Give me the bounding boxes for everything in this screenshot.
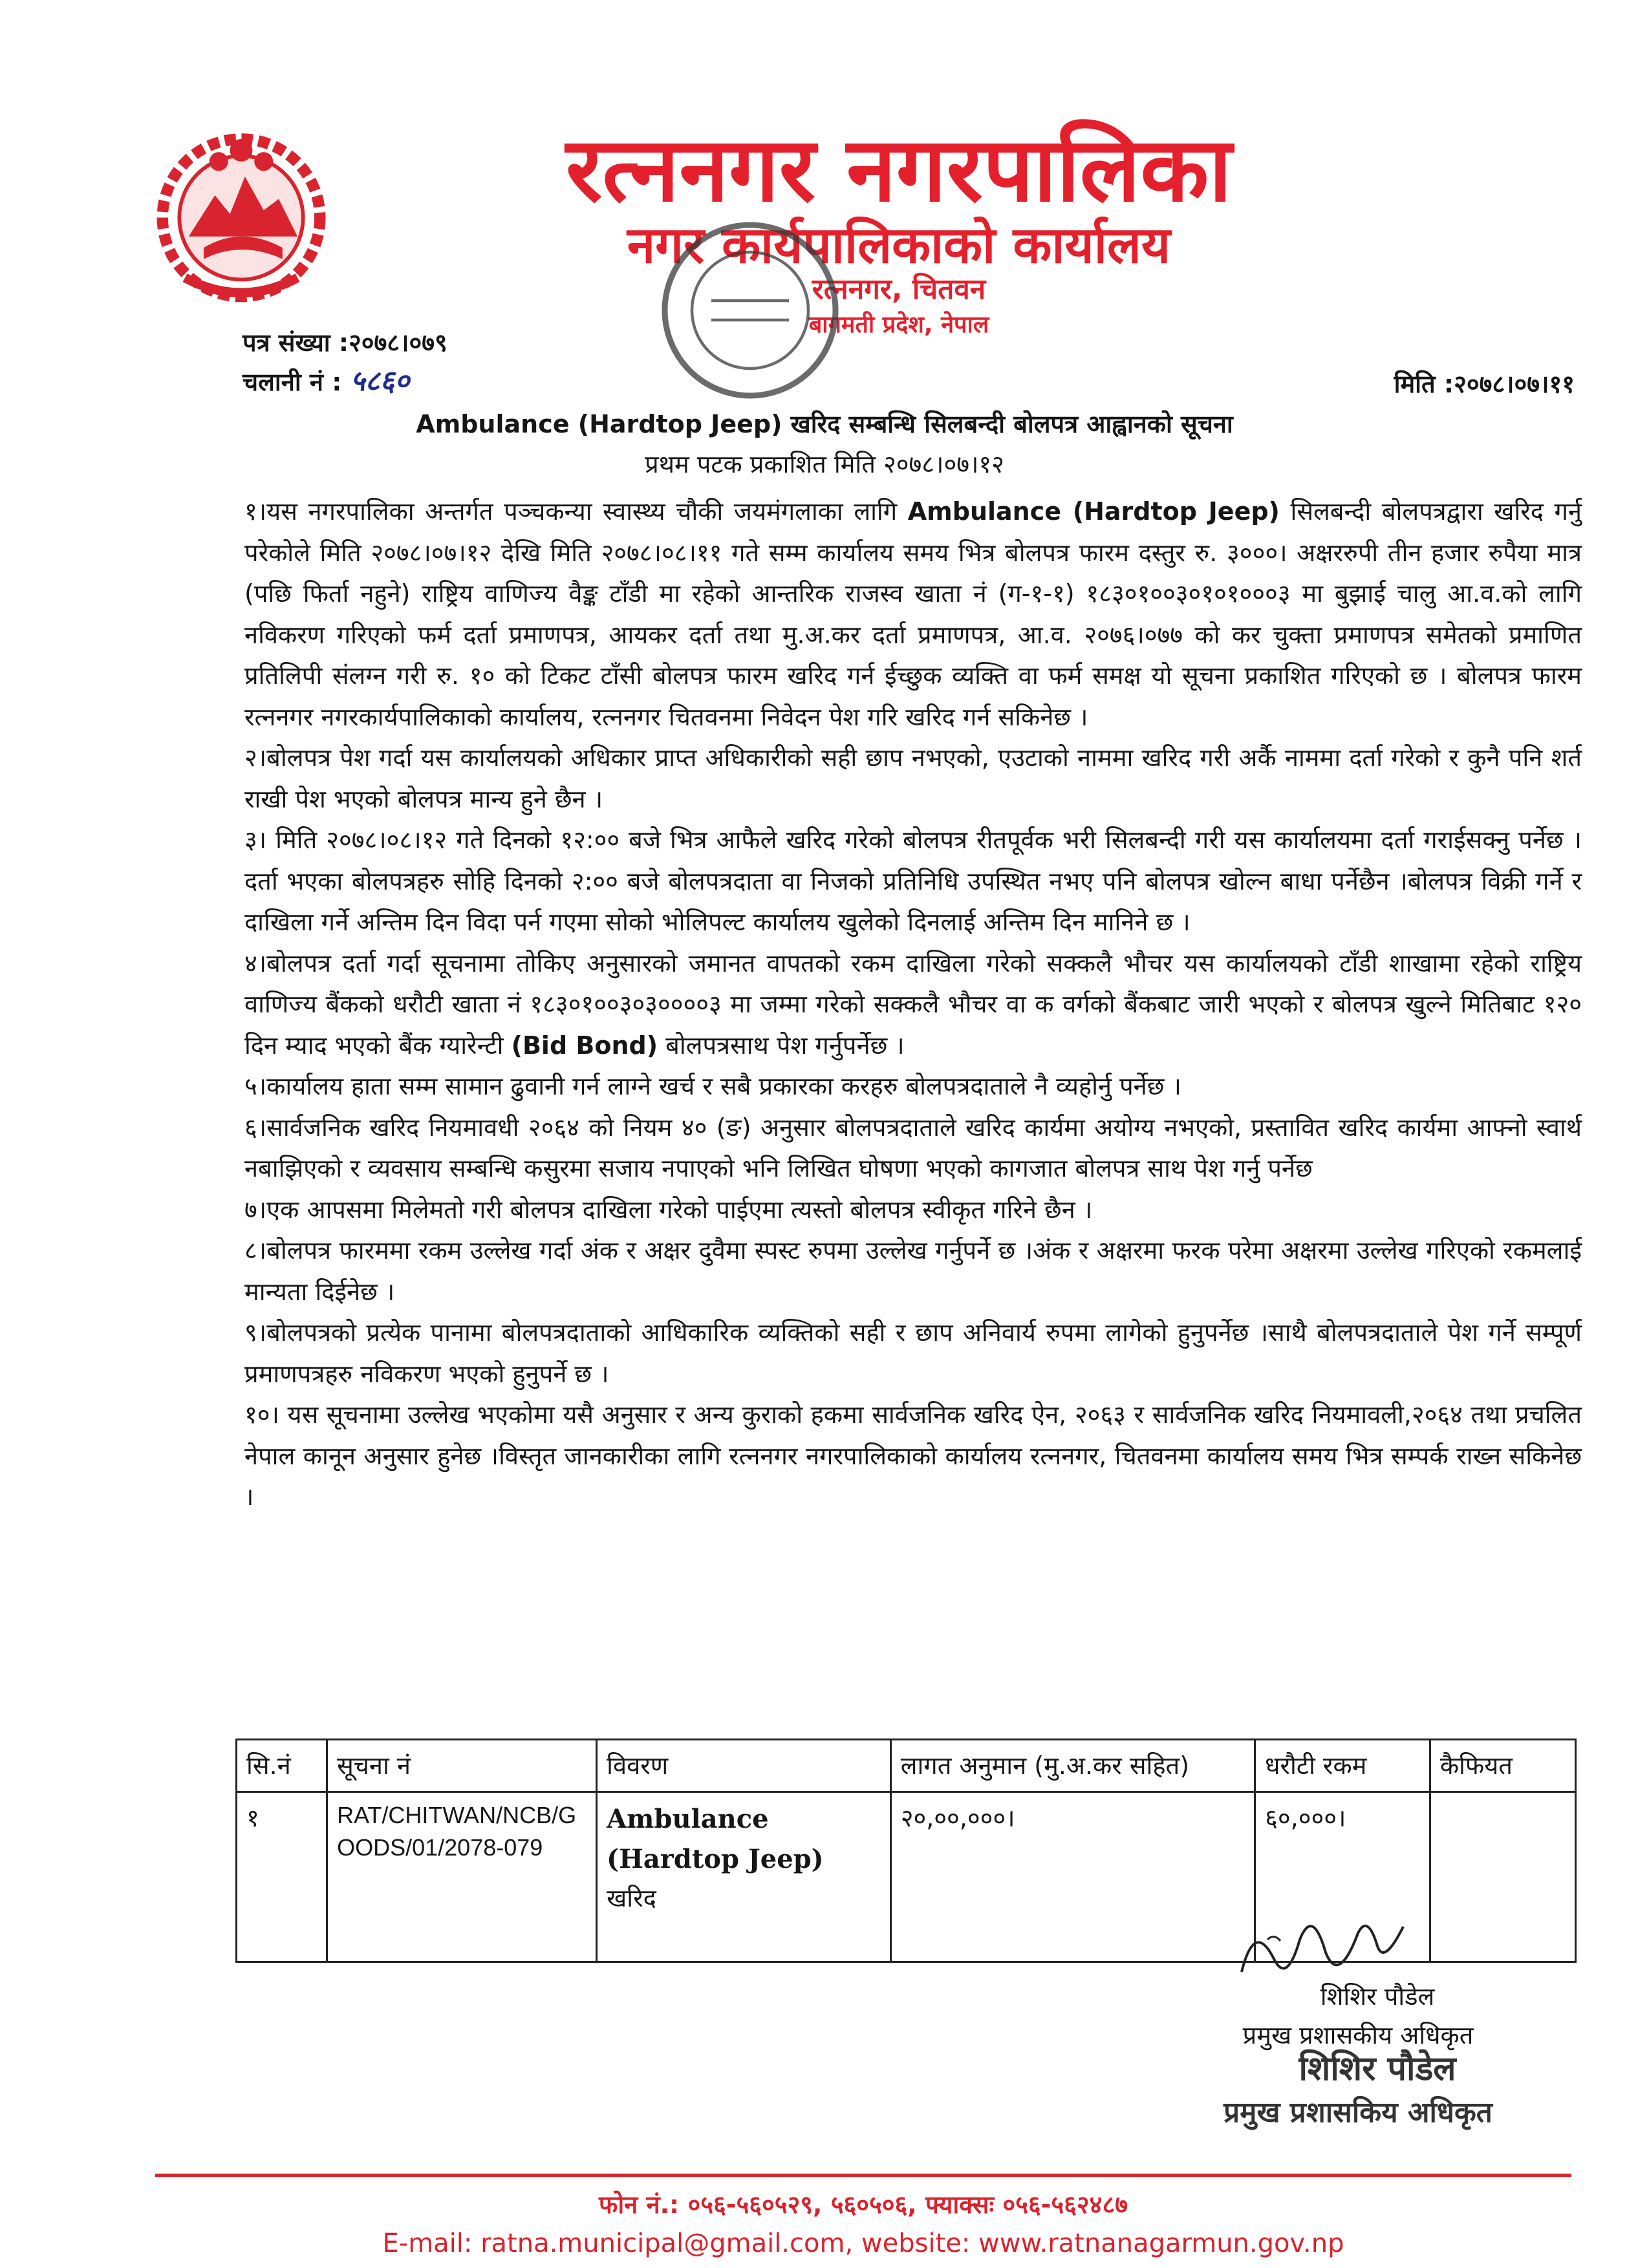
office-title: नगर कार्यपालिकाको कार्यालय [627, 217, 1171, 275]
signature-stamp-name: शिशिर पौडेल [1299, 2049, 1456, 2088]
date-label: मिति : [1394, 370, 1454, 398]
table-header-row [237, 1740, 1576, 1792]
header-description: विवरण [597, 1740, 891, 1792]
header-deposit: धरौटी रकम [1255, 1740, 1430, 1792]
footer-contact: E-mail: ratna.municipal@gmail.com, website: www.ratnanagarmun.gov.np [382, 2229, 1344, 2258]
paragraph-6: ६।सार्वजनिक खरिद नियमावधी २०६४ को नियम ४० (ङ) अनुसार बोलपत्रदाताले खरिद कार्यमा अयोग्य नभएको, प्रस्तावित खरिद कार्यमा आफ्नो स्वार्थ नबाझिएको र व्यवसाय सम्बन्धि कसुरमा सजाय नपाएको भनि लिखित घोषणा भएको कागजात बोलपत्र साथ पेश गर्नु पर्नेछ [244, 1113, 1582, 1182]
paragraph-3: ३। मिति २०७८।०८।१२ गते दिनको १२:०० बजे भित्र आफैले खरिद गरेको बोलपत्र रीतपूर्वक भरी सिलबन्दी गरी यस कार्यालयमा दर्ता गराईसक्नु पर्नेछ । दर्ता भएका बोलपत्रहरु सोहि दिनको २:०० बजे बोलपत्रदाता वा निजको प्रतिनिधि उपस्थित नभए पनि बोलपत्र खोल्न बाधा पर्नेछैन ।बोलपत्र विक्री गर्ने र दाखिला गर्ने अन्तिम दिन विदा पर्न गएमा सोको भोलिपल्ट कार्यालय खुलेको दिनलाई अन्तिम दिन मानिने छ । [244, 826, 1582, 936]
cell-serial: १ [237, 1792, 327, 1962]
org-title: रत्ननगर नगरपालिका [565, 118, 1233, 222]
office-province: बागमती प्रदेश, नेपाल [808, 312, 989, 338]
header-remarks: कैफियत [1430, 1740, 1575, 1792]
paragraph-7: ७।एक आपसमा मिलेमतो गरी बोलपत्र दाखिला गरेको पाईएमा त्यस्तो बोलपत्र स्वीकृत गरिने छैन । [244, 1195, 1093, 1224]
dispatch-number [242, 363, 409, 400]
signer-title: प्रमुख प्रशासकीय अधिकृत [1242, 2021, 1474, 2049]
dispatch-label: चलानी नं : [242, 368, 342, 396]
letter-date [1196, 366, 1575, 402]
date-value: २०७८।०७।११ [1454, 370, 1575, 398]
cell-estimate: २०,००,०००। [890, 1792, 1255, 1962]
cell-remarks [1430, 1792, 1575, 1962]
cell-deposit: ६०,०००। [1255, 1792, 1430, 1962]
office-address: रत्ननगर, चितवन [812, 273, 986, 306]
header-estimate: लागत अनुमान (मु.अ.कर सहित) [890, 1740, 1255, 1792]
footer-divider [155, 2174, 1571, 2177]
notice-body [244, 491, 1582, 1518]
published-date: प्रथम पटक प्रकाशित मिति २०७८।०७।१२ [645, 450, 1004, 478]
reference-value: २०७८।०७९ [349, 328, 447, 357]
dispatch-value: ५८६० [350, 365, 410, 398]
cell-notice-no: RAT/CHITWAN/NCB/GOODS/01/2078-079 [327, 1792, 597, 1962]
handwritten-signature-icon [1229, 1894, 1436, 1991]
notice-subject [194, 406, 1455, 442]
reference-label: पत्र संख्या : [242, 328, 349, 357]
description-english: Ambulance (Hardtop Jeep) [607, 1804, 824, 1874]
paragraph-8: ८।बोलपत्र फारममा रकम उल्लेख गर्दा अंक र अक्षर दुवैमा स्पस्ट रुपमा उल्लेख गर्नुपर्ने छ ।अंक र अक्षरमा फरक परेमा अक्षरमा उल्लेख गरिएको रकमलाई मान्यता दिईनेछ । [244, 1236, 1582, 1306]
cell-description [597, 1792, 891, 1962]
signer-name: शिशिर पौडेल [1320, 1982, 1435, 2011]
nepal-government-emblem-icon [147, 120, 335, 308]
paragraph-1: १।यस नगरपालिका अन्तर्गत पञ्चकन्या स्वास्थ्य चौकी जयमंगलाका लागि Ambulance (Hardtop Jeep) सिलबन्दी बोलपत्रद्वारा खरिद गर्नु परेकोले मिति २०७८।०७।१२ देखि मिति २०७८।०८।११ गते सम्म कार्यालय समय भित्र बोलपत्र फारम दस्तुर रु. ३०००। अक्षररुपी तीन हजार रुपैया मात्र (पछि फिर्ता नहुने) राष्ट्रिय वाणिज्य वैङ्क टाँडी मा रहेको आन्तरिक राजस्व खाता नं (ग-१-१) १८३०१००३०१०१०००३ मा बुझाई चालु आ.व.को लागि नविकरण गरिएको फर्म दर्ता प्रमाणपत्र, आयकर दर्ता तथा मु.अ.कर दर्ता प्रमाणपत्र, आ.व. २०७६।०७७ को कर चुक्ता प्रमाणपत्र समेतको प्रमाणित प्रतिलिपी संलग्न गरी रु. १० को टिकट टाँसी बोलपत्र फारम खरिद गर्न ईच्छुक व्यक्ति वा फर्म समक्ष यो सूचना प्रकाशित गरिएको छ । बोलपत्र फारम रत्ननगर नगरकार्यपालिकाको कार्यालय, रत्ननगर चितवनमा निवेदन पेश गरि खरिद गर्न सकिनेछ । [244, 497, 1582, 731]
paragraph-4: ४।बोलपत्र दर्ता गर्दा सूचनामा तोकिए अनुसारको जमानत वापतको रकम दाखिला गरेको सक्कलै भौचर यस कार्यालयको टाँडी शाखामा रहेको राष्ट्रिय वाणिज्य बैंकको धरौटी खाता नं १८३०१००३०३००००३ मा जम्मा गरेको सक्कलै भौचर वा क वर्गको बैंकबाट जारी भएको र बोलपत्र खुल्ने मितिबाट १२० दिन म्याद भएको बैंक ग्यारेन्टी (Bid Bond) बोलपत्रसाथ पेश गर्नुपर्नेछ । [244, 948, 1582, 1060]
paragraph-5: ५।कार्यालय हाता सम्म सामान ढुवानी गर्न लाग्ने खर्च र सबै प्रकारका करहरु बोलपत्रदाताले नै व्यहोर्नु पर्नेछ । [244, 1072, 1181, 1100]
paragraph-9: ९।बोलपत्रको प्रत्येक पानामा बोलपत्रदाताको आधिकारिक व्यक्तिको सही र छाप अनिवार्य रुपमा लागेको हुनुपर्नेछ ।साथै बोलपत्रदाताले पेश गर्ने सम्पूर्ण प्रमाणपत्रहरु नविकरण भएको हुनुपर्ने छ । [244, 1318, 1582, 1388]
paragraph-10: १०। यस सूचनामा उल्लेख भएकोमा यसै अनुसार र अन्य कुराको हकमा सार्वजनिक खरिद ऐन, २०६३ र सार्वजनिक खरिद नियमावली,२०६४ तथा प्रचलित नेपाल कानून अनुसार हुनेछ ।विस्तृत जानकारीका लागि रत्ननगर नगरपालिकाको कार्यालय रत्ननगर, चितवनमा कार्यालय समय भित्र सम्पर्क राख्न सकिनेछ । [244, 1400, 1582, 1511]
paragraph-2: २।बोलपत्र पेश गर्दा यस कार्यालयको अधिकार प्राप्त अधिकारीको सही छाप नभएको, एउटाको नाममा खरिद गरी अर्कै नाममा दर्ता गरेको र कुनै पनि शर्त राखी पेश भएको बोलपत्र मान्य हुने छैन । [244, 744, 1582, 813]
office-round-stamp-icon [653, 213, 847, 407]
subject-nepali: खरिद सम्बन्धि सिलबन्दी बोलपत्र आह्वानको सूचना [782, 410, 1233, 438]
header-notice-no: सूचना नं [327, 1740, 597, 1792]
signature-stamp-title: प्रमुख प्रशासकिय अधिकृत [1223, 2096, 1493, 2129]
description-nepali: खरिद [607, 1884, 656, 1912]
header-serial: सि.नं [237, 1740, 327, 1792]
footer-phone: फोन नं.: ०५६-५६०५२९, ५६०५०६, फ्याक्सः ०५६-५६२४८७ [599, 2190, 1128, 2219]
reference-number [242, 325, 447, 361]
subject-english: Ambulance (Hardtop Jeep) [416, 410, 782, 438]
